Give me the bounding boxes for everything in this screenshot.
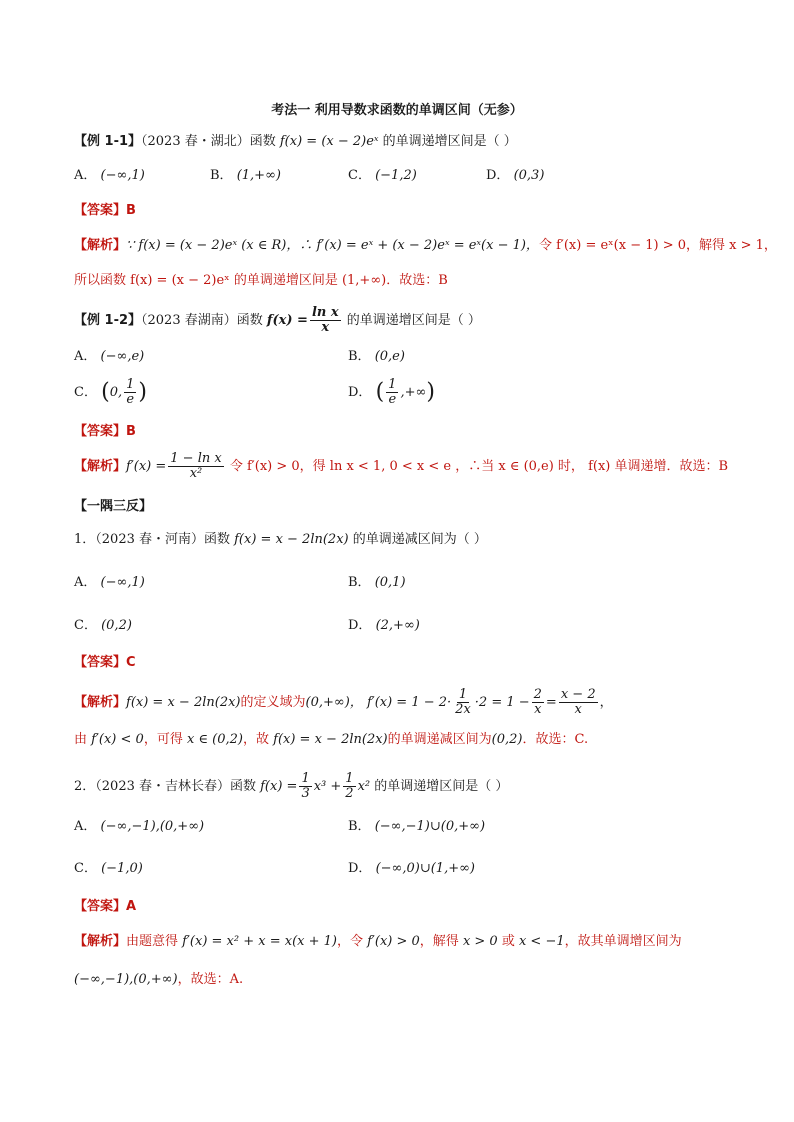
question-1-stem: 1．（2023 春・河南）函数 f(x) = x − 2ln(2x) 的单调递减区间为（ ） — [74, 532, 487, 547]
option-a: A． (−∞,e) — [74, 349, 145, 364]
option-c: C． (−1,0) — [74, 861, 143, 876]
option-d: D． (2,+∞) — [348, 618, 420, 633]
example-1-1-stem — [74, 132, 517, 152]
example-label: 【例 1-1】 — [74, 134, 142, 149]
option-b: B． (0,e) — [348, 349, 405, 364]
option-d: D． ( $\frac{1}{e}$ ,+∞) — [348, 377, 435, 407]
analysis-line-1: 【解析】由题意得 f′(x) = x² + x = x(x + 1)，令 f′(x) > 0，解得 x > 0 或 x < −1，故其单调增区间为 — [74, 934, 682, 949]
answer: 【答案】A — [74, 899, 137, 914]
option-a: A． (−∞,−1),(0,+∞) — [74, 819, 205, 834]
option-d: D． (−∞,0)∪(1,+∞) — [348, 861, 476, 876]
answer: 【答案】B — [74, 424, 136, 439]
option-a: A． (−∞,1) — [74, 168, 145, 183]
option-b: B． (0,1) — [348, 575, 406, 590]
option-c: C． (0, $\frac{1}{e}$ ) — [74, 377, 147, 407]
analysis: 【解析】f′(x) = $\frac{\text{1 − ln x}}{\text{x²}}$ 令 f′(x) > 0，得 ln x < 1, 0 < x < e ，∴当 x ∈ (0,e) 时， f(x) 单调递增．故选：B — [74, 451, 729, 481]
option-d: D． (0,3) — [486, 168, 545, 183]
answer: 【答案】C — [74, 655, 136, 670]
section-heading: 【一隅三反】 — [74, 499, 153, 514]
example-tail: 的单调递增区间是（ ） — [378, 134, 517, 149]
example-1-2-stem: 【例 1-2】（2023 春湖南）函数 f(x) = $\frac{\text{ln x}}{x}$ 的单调递增区间是（ ） — [74, 305, 481, 335]
question-2-stem: 2．（2023 春・吉林长春）函数 f(x) = $\frac{1}{3}$ x³ + $\frac{1}{2}$ x² 的单调递增区间是（ ） — [74, 771, 509, 801]
option-c: C． (−1,2) — [348, 168, 417, 183]
analysis-line-1: 【解析】∵ f(x) = (x − 2)eˣ (x ∈ R)，∴ f′(x) = eˣ + (x − 2)eˣ = eˣ(x − 1)，令 f′(x) = eˣ(x − 1) > 0，解得 x > 1， — [74, 238, 777, 253]
analysis-line-1: 【解析】f(x) = x − 2ln(2x)的定义域为(0,+∞)， f′(x) = 1 − 2· $\frac{1}{2x}$ ·2 = 1 − $\frac{2}{x}$ = $\frac{x - 2}{x}$ ， — [74, 687, 613, 717]
analysis-line-2: 由 f′(x) < 0，可得 x ∈ (0,2)，故 f(x) = x − 2ln(2x)的单调递减区间为(0,2)．故选：C. — [74, 732, 589, 747]
analysis-label: 【解析】 — [74, 238, 127, 253]
option-b: B． (1,+∞) — [210, 168, 281, 183]
option-b: B． (−∞,−1)∪(0,+∞) — [348, 819, 486, 834]
option-a: A． (−∞,1) — [74, 575, 145, 590]
analysis-line-2: (−∞,−1),(0,+∞)，故选：A. — [74, 972, 244, 987]
analysis-line-2: 所以函数 f(x) = (x − 2)eˣ 的单调递增区间是 (1,+∞)．故选：B — [74, 273, 448, 288]
page-title: 考法一 利用导数求函数的单调区间（无参） — [271, 103, 523, 118]
example-source: （2023 春・湖北）函数 — [141, 134, 280, 149]
option-c: C． (0,2) — [74, 618, 132, 633]
answer: 【答案】B — [74, 203, 136, 218]
example-function: f(x) = (x − 2)eˣ — [279, 134, 379, 149]
